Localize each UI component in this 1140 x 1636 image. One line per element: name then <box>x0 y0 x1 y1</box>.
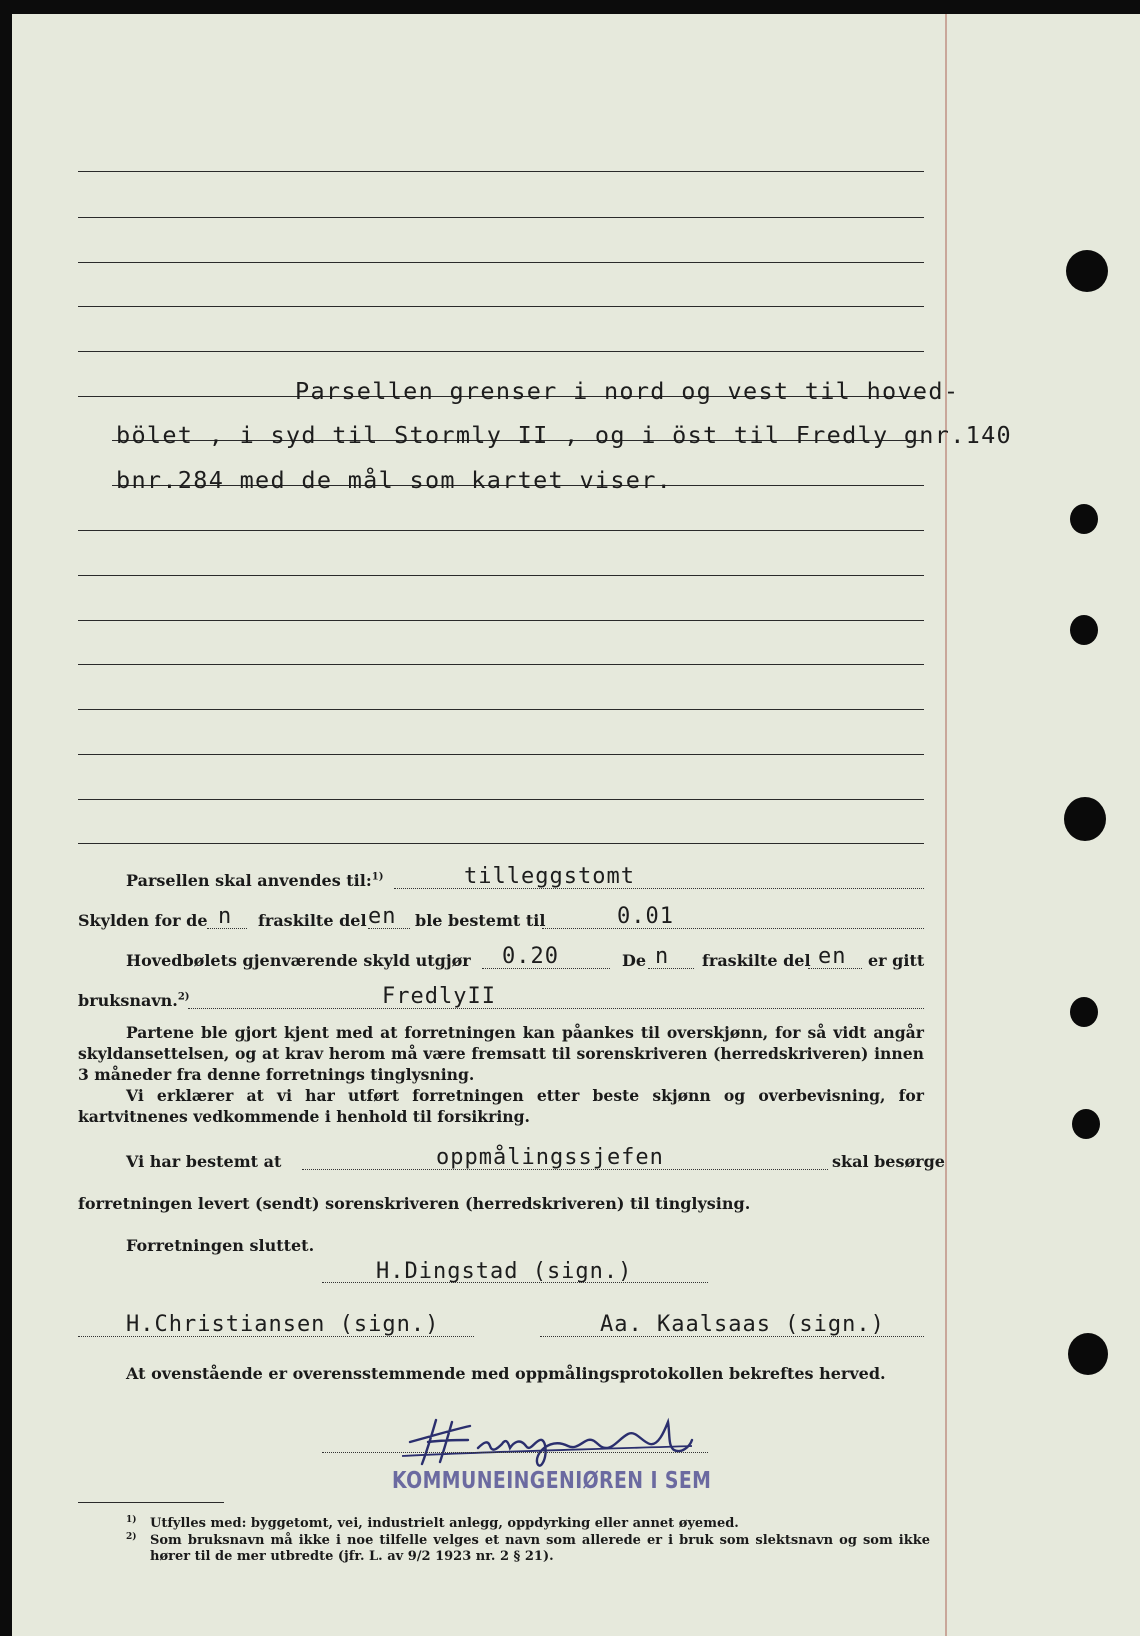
footnote-1-mark: 1) <box>126 1515 137 1525</box>
skylden-value: 0.01 <box>617 904 674 929</box>
description-line-3: bnr.284 med de mål som kartet viser. <box>116 466 673 494</box>
er-gitt-label: er gitt <box>868 951 925 970</box>
punch-hole <box>1070 615 1098 645</box>
signature-left: H.Christiansen (sign.) <box>126 1312 440 1337</box>
ruled-line <box>78 351 924 352</box>
anvendes-value: tilleggstomt <box>464 864 635 889</box>
ruled-line <box>78 620 924 621</box>
paragraph-erklaering: Vi erklærer at vi har utført forretningen etter beste skjønn og overbevisning, for kartvitnenes vedkommende i henhold til forsikring. <box>78 1086 924 1126</box>
de-fill-n: n <box>655 944 670 969</box>
confirmation-text: At ovenstående er overensstemmende med oppmålingsprotokollen bekreftes herved. <box>126 1364 886 1383</box>
punch-hole <box>1072 1109 1100 1139</box>
bestemt-label: Vi har bestemt at <box>126 1152 282 1171</box>
footnote-1: Utfylles med: byggetomt, vei, industrielt anlegg, oppdyrking eller annet øyemed. <box>150 1516 739 1531</box>
handwritten-signature <box>392 1412 712 1470</box>
ruled-line <box>78 262 924 263</box>
fraskilte-fill-en: en <box>818 944 847 969</box>
footnote-divider <box>78 1502 224 1503</box>
bestemt-line-2: forretningen levert (sendt) sorenskriveren (herredskriveren) til tinglysing. <box>78 1194 751 1213</box>
description-line-2: bölet , i syd til Stormly II , og i öst til Fredly gnr.140 <box>116 421 1012 449</box>
stamp: KOMMUNEINGENIØREN I SEM <box>392 1468 712 1494</box>
ruled-line <box>78 709 924 710</box>
skylden-label-3: ble bestemt til <box>415 911 546 930</box>
de-label: De <box>622 951 647 970</box>
skylden-fill-en: en <box>368 904 397 929</box>
document-page <box>12 14 1140 1636</box>
sluttet-text: Forretningen sluttet. <box>126 1236 315 1255</box>
ruled-line <box>78 843 924 844</box>
hoved-label: Hovedbølets gjenværende skyld utgjør <box>126 951 471 970</box>
fraskilte-label: fraskilte del <box>702 951 811 970</box>
punch-hole <box>1070 997 1098 1027</box>
fill-line <box>188 1008 924 1009</box>
bestemt-suffix: skal besørge <box>832 1152 945 1171</box>
skylden-label-1: Skylden for de <box>78 911 208 930</box>
ruled-line <box>78 664 924 665</box>
bestemt-value: oppmålingssjefen <box>436 1145 664 1170</box>
bruksnavn-label: bruksnavn.$^{2)}$ <box>78 991 190 1010</box>
punch-hole <box>1070 504 1098 534</box>
bruksnavn-value: FredlyII <box>382 984 496 1009</box>
footnote-2: Som bruksnavn må ikke i noe tilfelle velges et navn som allerede er i bruk som slektsnavn og som ikke hører til de mer utbredte (jfr. L. av 9/2 1923 nr. 2 § 21). <box>150 1533 930 1564</box>
ruled-line <box>78 799 924 800</box>
ruled-line <box>78 217 924 218</box>
paragraph-overskjonn: Partene ble gjort kjent med at forretningen kan påankes til overskjønn, for så vidt angår skyldansettelsen, og at krav herom må være fremsatt til sorenskriveren (herredskriveren) innen 3 måneder fra denne forretnings tinglysning. <box>78 1023 924 1084</box>
margin-line <box>945 14 947 1636</box>
ruled-line <box>78 171 924 172</box>
signature-center: H.Dingstad (sign.) <box>376 1259 633 1284</box>
ruled-line <box>78 306 924 307</box>
punch-hole <box>1066 250 1108 292</box>
ruled-line <box>78 575 924 576</box>
punch-hole <box>1064 797 1106 841</box>
skylden-fill-n: n <box>218 904 233 929</box>
ruled-line <box>78 754 924 755</box>
footnote-2-mark: 2) <box>126 1532 137 1542</box>
anvendes-label: Parsellen skal anvendes til:$^{1)}$ <box>126 871 384 890</box>
fill-line <box>542 928 924 929</box>
signature-right: Aa. Kaalsaas (sign.) <box>600 1312 885 1337</box>
skylden-label-2: fraskilte del <box>258 911 367 930</box>
ruled-line <box>78 530 924 531</box>
description-line-1: Parsellen grenser i nord og vest til hoved- <box>295 377 960 405</box>
hoved-value: 0.20 <box>502 944 559 969</box>
signature-line <box>322 1452 708 1453</box>
punch-hole <box>1068 1333 1108 1375</box>
